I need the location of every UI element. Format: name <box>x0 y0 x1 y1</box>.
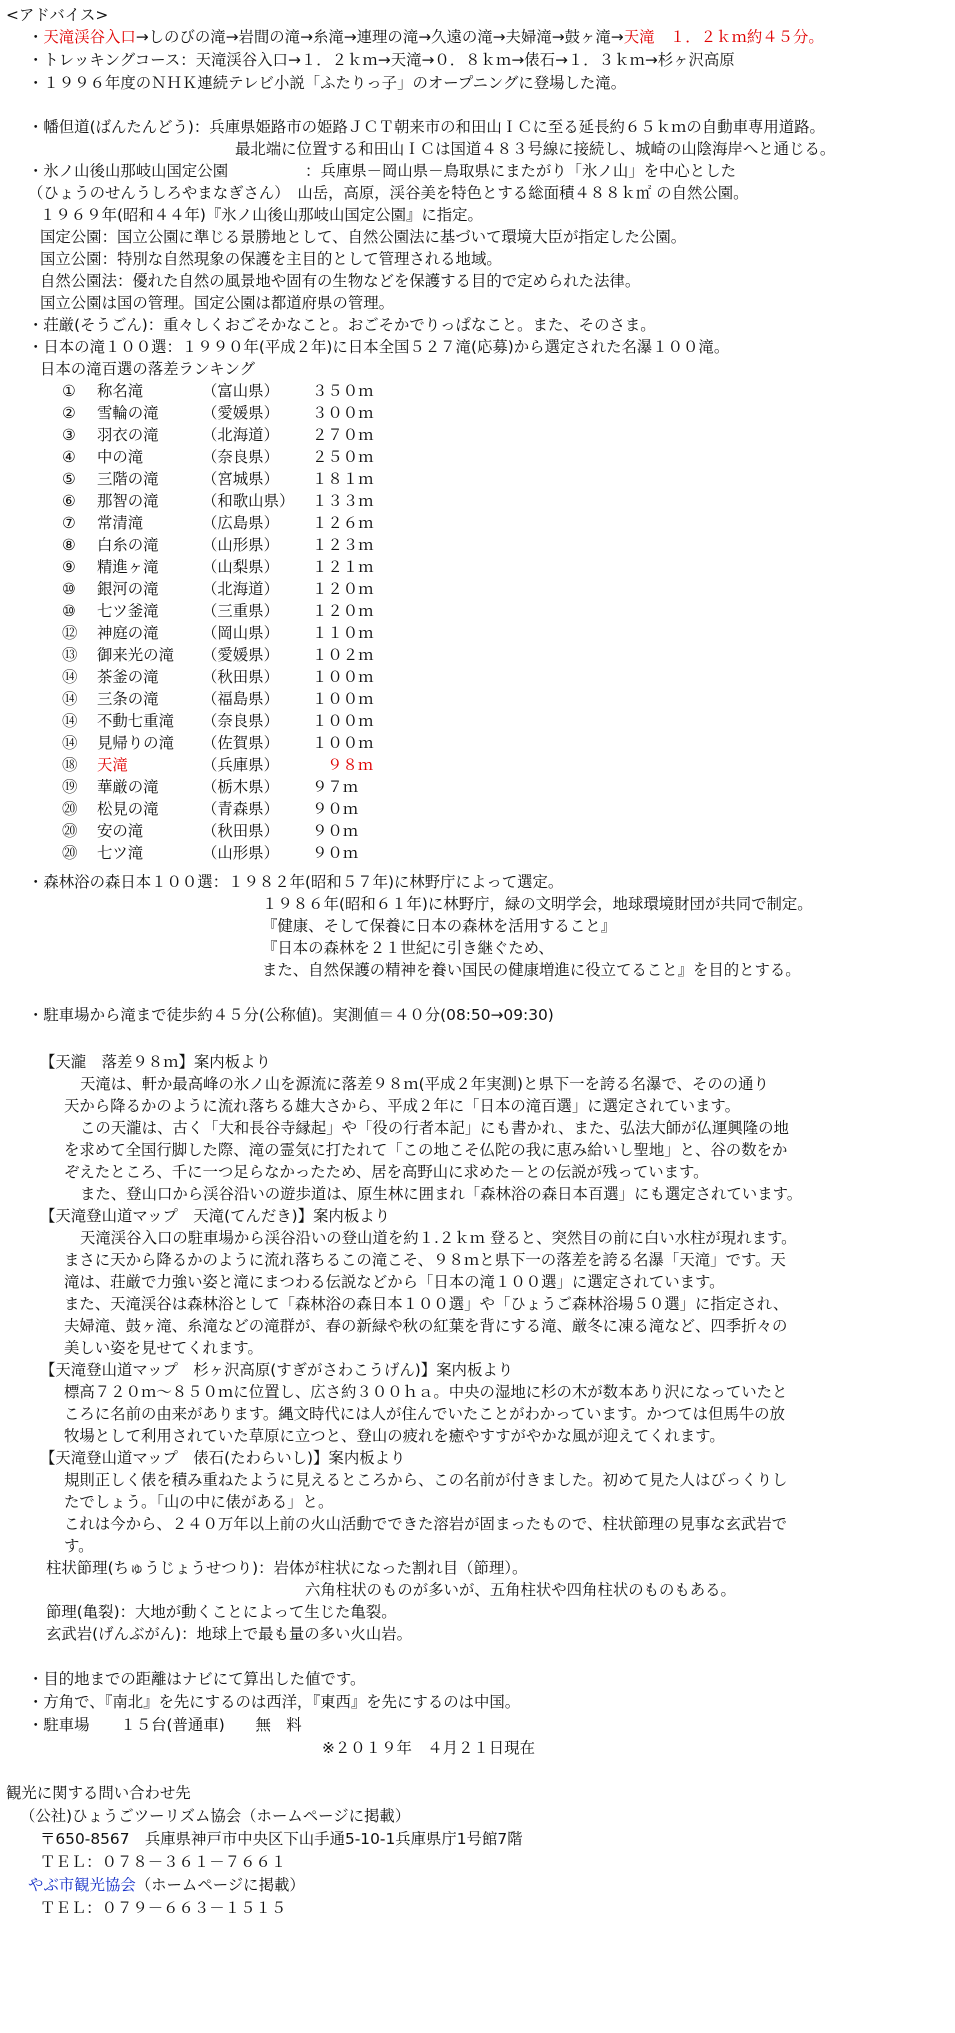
waterfall-name: 華厳の滝 <box>97 778 159 796</box>
route-start: 天滝渓谷入口 <box>43 28 136 46</box>
as-of-date: ※２０１９年 ４月２１日現在 <box>322 1739 535 1757</box>
waterfall-name: 茶釜の滝 <box>97 668 159 686</box>
drop-height: １８１ｍ <box>312 470 374 488</box>
drop-height: １２０ｍ <box>312 580 374 598</box>
note-line: 国定公園：国立公園に準じる景勝地として、自然公園法に基づいて環境大臣が指定した公園。 <box>40 228 687 246</box>
waterfall-name: 七ツ釜滝 <box>97 602 159 620</box>
waterfall-name: 七ツ滝 <box>97 844 144 862</box>
contact-org: やぶ市観光協会（ホームページに掲載） <box>28 1876 305 1894</box>
advice-route: ・天滝渓谷入口→しのびの滝→岩間の滝→糸滝→連理の滝→久遠の滝→夫婦滝→鼓ヶ滝→天滝 １．２ｋｍ約４５分。 <box>28 28 824 46</box>
ranking-number: ④ <box>62 448 76 466</box>
ranking-heading: 日本の滝百選の落差ランキング <box>40 360 256 378</box>
ranking-row <box>62 843 422 864</box>
ranking-row <box>62 403 422 424</box>
sign-line: 節理(亀裂)：大地が動くことによって生じた亀裂。 <box>46 1603 397 1621</box>
prefecture: （山形県） <box>202 536 279 554</box>
sign-heading: 【天瀧 落差９８ｍ】案内板より <box>40 1053 271 1071</box>
waterfall-name: 天滝 <box>97 756 128 774</box>
drop-height: ２７０ｍ <box>312 426 374 444</box>
sign-line: 規則正しく俵を積み重ねたように見えるところから、この名前が付きました。初めて見た人はびっくりし <box>64 1471 788 1489</box>
prefecture: （兵庫県） <box>202 756 279 774</box>
ranking-number: ⑩ <box>62 602 76 620</box>
waterfall-name: 那智の滝 <box>97 492 159 510</box>
waterfall-name: 御来光の滝 <box>97 646 174 664</box>
prefecture: （広島県） <box>202 514 279 532</box>
sign-line: これは今から、２４０万年以上前の火山活動でできた溶岩が固まったもので、柱状節理の見事な玄武岩で <box>64 1515 788 1533</box>
ranking-row <box>62 447 422 468</box>
drop-height: １００ｍ <box>312 712 374 730</box>
ranking-number: ⑳ <box>62 822 78 840</box>
ranking-number: ⑱ <box>62 756 78 774</box>
ranking-number: ⑳ <box>62 844 78 862</box>
waterfall-name: 雪輪の滝 <box>97 404 159 422</box>
note-line: （ひょうのせんうしろやまなぎさん） 山岳，高原，渓谷美を特色とする総面積４８８ｋ㎡ の自然公園。 <box>28 184 749 202</box>
ranking-row <box>62 469 422 490</box>
ranking-row <box>62 821 422 842</box>
nhk-note: ・１９９６年度のＮＨＫ連続テレビ小説「ふたりっ子」のオープニングに登場した滝。 <box>28 74 627 92</box>
note-line: ・氷ノ山後山那岐山国定公園 ：兵庫県－岡山県－鳥取県にまたがり「氷ノ山」を中心とした <box>28 162 736 180</box>
drop-height: ９８ｍ <box>327 756 374 774</box>
waterfall-name: 不動七重滝 <box>97 712 174 730</box>
note-line: ・幡但道(ばんたんどう)：兵庫県姫路市の姫路ＪＣＴ朝来市の和田山ＩＣに至る延長約６５ｋｍの自動車専用道路。 <box>28 118 825 136</box>
waterfall-name: 三階の滝 <box>97 470 159 488</box>
waterfall-name: 精進ヶ滝 <box>97 558 159 576</box>
prefecture: （北海道） <box>202 426 279 444</box>
prefecture: （秋田県） <box>202 822 279 840</box>
route-end: 天滝 １．２ｋｍ約４５分。 <box>623 28 824 46</box>
prefecture: （北海道） <box>202 580 279 598</box>
parking-info: ・駐車場 １５台(普通車) 無 料 <box>28 1716 302 1734</box>
waterfall-name: 三条の滝 <box>97 690 159 708</box>
sign-line: 六角柱状のものが多いが、五角柱状や四角柱状のものもある。 <box>305 1581 736 1599</box>
walk-time: ・駐車場から滝まで徒歩約４５分(公称値)。実測値＝４０分(08:50→09:30) <box>28 1006 554 1024</box>
prefecture: （福島県） <box>202 690 279 708</box>
waterfall-name: 中の滝 <box>97 448 144 466</box>
ranking-row <box>62 777 422 798</box>
prefecture: （奈良県） <box>202 448 279 466</box>
prefecture: （愛媛県） <box>202 404 279 422</box>
ranking-number: ③ <box>62 426 76 444</box>
note-line: １９６９年(昭和４４年)『氷ノ山後山那岐山国定公園』に指定。 <box>40 206 483 224</box>
prefecture: （奈良県） <box>202 712 279 730</box>
ranking-number: ⑤ <box>62 470 76 488</box>
ranking-row <box>62 513 422 534</box>
ranking-number: ⑲ <box>62 778 78 796</box>
ranking-number: ⑳ <box>62 800 78 818</box>
sign-line: 牧場として利用されていた草原に立つと、登山の疲れを癒やすすがやかな風が迎えてくれます。 <box>64 1427 725 1445</box>
sign-line: 天滝渓谷入口の駐車場から渓谷沿いの登山道を約１.２ｋｍ 登ると、突然目の前に白い水柱が現れます。 <box>80 1229 797 1247</box>
ranking-number: ⑦ <box>62 514 76 532</box>
sign-line: たでしょう。「山の中に俵がある」と。 <box>64 1493 334 1511</box>
sign-line: 標高７２０ｍ～８５０ｍに位置し、広さ約３００ｈａ。中央の湿地に杉の木が数本あり沢になっていたと <box>64 1383 788 1401</box>
drop-height: １２０ｍ <box>312 602 374 620</box>
ranking-row <box>62 799 422 820</box>
ranking-row <box>62 623 422 644</box>
drop-height: ９７ｍ <box>312 778 359 796</box>
note-line: 最北端に位置する和田山ＩＣは国道４８３号線に接続し、城崎の山陰海岸へと通じる。 <box>235 140 836 158</box>
prefecture: （三重県） <box>202 602 279 620</box>
drop-height: １２１ｍ <box>312 558 374 576</box>
waterfall-name: 羽衣の滝 <box>97 426 159 444</box>
ranking-number: ⑭ <box>62 668 78 686</box>
prefecture: （愛媛県） <box>202 646 279 664</box>
waterfall-name: 神庭の滝 <box>97 624 159 642</box>
sign-line: 滝は、荘厳で力強い姿と滝にまつわる伝説などから「日本の滝１００選」に選定されています。 <box>64 1273 725 1291</box>
ranking-number: ① <box>62 382 76 400</box>
drop-height: ９０ｍ <box>312 800 359 818</box>
drop-height: ９０ｍ <box>312 822 359 840</box>
contact-heading: 観光に関する問い合わせ先 <box>6 1784 191 1802</box>
forest-line: ・森林浴の森日本１００選：１９８２年(昭和５７年)に林野庁によって選定。 <box>28 873 564 891</box>
ranking-row <box>62 711 422 732</box>
sign-line: まさに天から降るかのように流れ落ちるこの滝こそ、９８ｍと県下一の落差を誇る名瀑「天滝」です。天 <box>64 1251 786 1269</box>
note-line: 自然公園法：優れた自然の風景地や固有の生物などを保護する目的で定められた法律。 <box>40 272 641 290</box>
drop-height: １００ｍ <box>312 734 374 752</box>
ranking-number: ⑭ <box>62 712 78 730</box>
sign-line: す。 <box>64 1537 94 1555</box>
drop-height: １０２ｍ <box>312 646 374 664</box>
ranking-row <box>62 491 422 512</box>
note-line: ・荘厳(そうごん)：重々しくおごそかなこと。おごそかでりっぱなこと。また、そのさま。 <box>28 316 656 334</box>
drop-height: １２３ｍ <box>312 536 374 554</box>
ranking-row <box>62 381 422 402</box>
ranking-row <box>62 579 422 600</box>
waterfall-name: 常清滝 <box>97 514 144 532</box>
contact-address: 〒650-8567 兵庫県神戸市中央区下山手通5-10-1兵庫県庁1号館7階 <box>40 1830 523 1848</box>
drop-height: ３００ｍ <box>312 404 374 422</box>
drop-height: １３３ｍ <box>312 492 374 510</box>
trekking-course: ・トレッキングコース：天滝渓谷入口→１．２ｋｍ→天滝→０．８ｋｍ→俵石→１．３ｋｍ→杉ヶ沢高原 <box>28 51 735 69</box>
note-line: ・日本の滝１００選：１９９０年(平成２年)に日本全国５２７滝(応募)から選定された名瀑１００滝。 <box>28 338 730 356</box>
ranking-number: ⑨ <box>62 558 76 576</box>
sign-line: 夫婦滝、鼓ヶ滝、糸滝などの滝群が、春の新緑や秋の紅葉を背にする滝、厳冬に凍る滝など、四季折々の <box>64 1317 788 1335</box>
ranking-number: ⑧ <box>62 536 76 554</box>
sign-line: また、天滝渓谷は森林浴として「森林浴の森日本１００選」や「ひょうご森林浴場５０選」に指定され、 <box>64 1295 789 1313</box>
sign-line: 玄武岩(げんぶがん)：地球上で最も量の多い火山岩。 <box>46 1625 412 1643</box>
sign-line: また、登山口から渓谷沿いの遊歩道は、原生林に囲まれ「森林浴の森日本百選」にも選定されています。 <box>80 1185 803 1203</box>
footnote: ・方角で、『南北』を先にするのは西洋，『東西』を先にするのは中国。 <box>28 1693 521 1711</box>
sign-line: 柱状節理(ちゅうじょうせつり)：岩体が柱状になった割れ目（節理）。 <box>46 1559 528 1577</box>
ranking-row <box>62 733 422 754</box>
ranking-row <box>62 645 422 666</box>
note-line: 国立公園：特別な自然現象の保護を主目的として管理される地域。 <box>40 250 502 268</box>
waterfall-name: 安の滝 <box>97 822 144 840</box>
sign-heading: 【天滝登山道マップ 天滝(てんだき)】案内板より <box>40 1207 390 1225</box>
drop-height: ２５０ｍ <box>312 448 374 466</box>
ranking-number: ⑥ <box>62 492 76 510</box>
waterfall-name: 称名滝 <box>97 382 144 400</box>
yabu-tourism-link[interactable]: やぶ市観光協会 <box>28 1876 136 1894</box>
drop-height: １００ｍ <box>312 690 374 708</box>
drop-height: ３５０ｍ <box>312 382 374 400</box>
prefecture: （岡山県） <box>202 624 279 642</box>
drop-height: １１０ｍ <box>312 624 374 642</box>
sign-heading: 【天滝登山道マップ 俵石(たわらいし)】案内板より <box>40 1449 406 1467</box>
forest-line: また、自然保護の精神を養い国民の健康増進に役立てること』を目的とする。 <box>262 961 801 979</box>
prefecture: （山梨県） <box>202 558 279 576</box>
waterfall-name: 白糸の滝 <box>97 536 159 554</box>
forest-line: 『健康、そして保養に日本の森林を活用すること』 <box>262 917 616 935</box>
ranking-row <box>62 689 422 710</box>
contact-tel: ＴＥＬ：０７８－３６１－７６６１ <box>40 1853 287 1871</box>
ranking-row <box>62 535 422 556</box>
drop-height: １００ｍ <box>312 668 374 686</box>
sign-line: この天瀧は、古く「大和長谷寺縁起」や「役の行者本記」にも書かれ、また、弘法大師が仏運興隆の地 <box>80 1119 789 1137</box>
forest-line: １９８６年(昭和６１年)に林野庁，緑の文明学会，地球環境財団が共同で制定。 <box>262 895 813 913</box>
prefecture: （和歌山県） <box>202 492 295 510</box>
waterfall-name: 見帰りの滝 <box>97 734 174 752</box>
drop-height: ９０ｍ <box>312 844 359 862</box>
advice-heading: <アドバイス> <box>6 6 109 24</box>
prefecture: （秋田県） <box>202 668 279 686</box>
route-middle: →しのびの滝→岩間の滝→糸滝→連理の滝→久遠の滝→夫婦滝→鼓ヶ滝→ <box>135 28 624 46</box>
prefecture: （栃木県） <box>202 778 279 796</box>
footnote: ・目的地までの距離はナビにて算出した値です。 <box>28 1670 366 1688</box>
sign-line: 天から降るかのように流れ落ちる雄大さから、平成２年に「日本の滝百選」に選定されています。 <box>64 1097 740 1115</box>
contact-org: （公社)ひょうごツーリズム協会（ホームページに掲載） <box>20 1807 411 1825</box>
ranking-row <box>62 601 422 622</box>
sign-line: 美しい姿を見せてくれます。 <box>64 1339 263 1357</box>
ranking-number: ⑭ <box>62 690 78 708</box>
prefecture: （青森県） <box>202 800 279 818</box>
sign-line: を求めて全国行脚した際、滝の霊気に打たれて「この地こそ仏陀の我に恵み給いし聖地」と、谷の数をか <box>64 1141 788 1159</box>
sign-heading: 【天滝登山道マップ 杉ヶ沢高原(すぎがさわこうげん)】案内板より <box>40 1361 514 1379</box>
prefecture: （宮城県） <box>202 470 279 488</box>
ranking-number: ⑩ <box>62 580 76 598</box>
waterfall-name: 松見の滝 <box>97 800 159 818</box>
prefecture: （富山県） <box>202 382 279 400</box>
ranking-row <box>62 755 422 776</box>
ranking-row <box>62 667 422 688</box>
forest-line: 『日本の森林を２１世紀に引き継ぐため、 <box>262 939 554 957</box>
ranking-number: ⑭ <box>62 734 78 752</box>
sign-line: ころに名前の由来があります。縄文時代には人が住んでいたことがわかっています。かつては但馬牛の放 <box>64 1405 785 1423</box>
waterfall-name: 銀河の滝 <box>97 580 159 598</box>
note-line: 国立公園は国の管理。国定公園は都道府県の管理。 <box>40 294 394 312</box>
sign-line: ぞえたところ、千に一つ足らなかったため、居を高野山に求めた－との伝説が残っています。 <box>64 1163 709 1181</box>
prefecture: （山形県） <box>202 844 279 862</box>
sign-line: 天滝は、軒か最高峰の氷ノ山を源流に落差９８ｍ(平成２年実測)と県下一を誇る名瀑で、そのの通り <box>80 1075 769 1093</box>
ranking-number: ② <box>62 404 76 422</box>
prefecture: （佐賀県） <box>202 734 279 752</box>
ranking-number: ⑫ <box>62 624 78 642</box>
contact-tel: ＴＥＬ：０７９－６６３－１５１５ <box>40 1899 287 1917</box>
ranking-row <box>62 557 422 578</box>
ranking-row <box>62 425 422 446</box>
drop-height: １２６ｍ <box>312 514 374 532</box>
ranking-number: ⑬ <box>62 646 78 664</box>
